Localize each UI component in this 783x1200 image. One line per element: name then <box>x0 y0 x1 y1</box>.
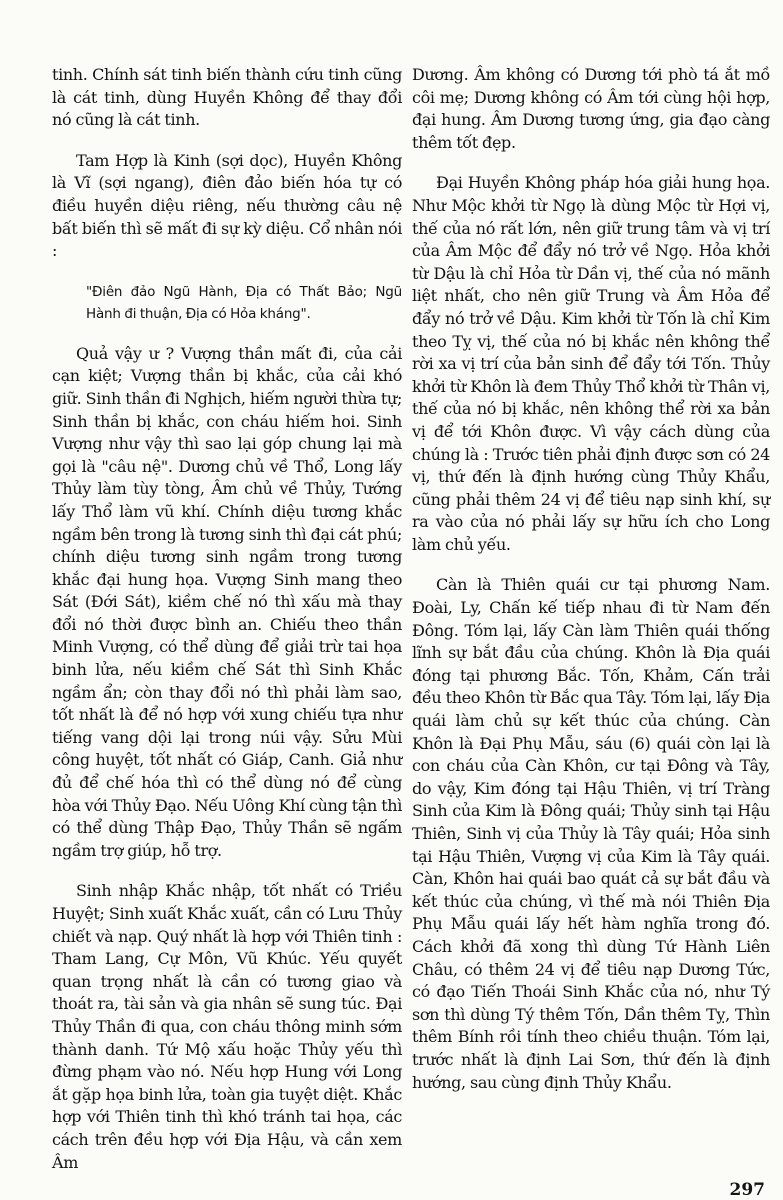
block-quote: "Điên đảo Ngũ Hành, Địa có Thất Bảo; Ngũ Hành đi thuận, Địa có Hỏa kháng". <box>86 283 402 322</box>
paragraph: Sinh nhập Khắc nhập, tốt nhất có Triều Huyệt; Sinh xuất Khắc xuất, cần có Lưu Thủy chiết và nạp. Quý nhất là hợp với Thiên tinh : Tham Lang, Cự Môn, Vũ Khúc. Yếu quyết quan trọng nhất là cần có tương giao và thoát ra, tài sản và gia nhân sẽ sung túc. Đại Thủy Thần đi qua, con cháu thông minh sớm thành danh. Tứ Mộ xấu hoặc Thủy yếu thì đừng phạm vào nó. Nếu hợp Hung với Long ắt gặp họa binh lửa, toàn gia tuyệt diệt. Khắc hợp với Thiên tinh thì khó tránh tai họa, các cách trên đều hợp với Địa Hậu, và cần xem Âm <box>52 881 402 1172</box>
paragraph: Quả vậy ư ? Vượng thần mất đi, của cải cạn kiệt; Vượng thần bị khắc, của cải khó giữ. Sinh thần đi Nghịch, hiếm người thừa tự; Sinh thần bị khắc, con cháu hiếm hoi. Sinh Vượng như vậy thì sao lại góp chung lại mà gọi là "câu nệ". Dương chủ về Thổ, Long lấy Thủy làm tùy tòng, Âm chủ về Thủy, Tướng lấy Thổ làm vũ khí. Chính diệu tương khắc ngầm bên trong là tương sinh thì đại cát phú; chính diệu tương sinh ngầm trong tương khắc đại hung họa. Vượng Sinh mang theo Sát (Đới Sát), kiềm chế nó thì xấu mà thay đổi nó thời được bình an. Chiếu theo thần Minh Vượng, có thể dùng để giải trừ tai họa binh lửa, nếu kiềm chế Sát thì Sinh Khắc ngầm ẩn; còn thay đổi nó thì phải làm sao, tốt nhất là để nó hợp với xung chiếu tựa như tiếng vang dội lại trong núi vậy. Sửu Mùi công huyệt, tốt nhất có Giáp, Canh. Giả như đủ để chế hóa thì có thể dùng nó để cùng hòa với Thủy Đạo. Nếu Uông Khí cùng tận thì có thể dùng Thập Đạo, Thủy Thần sẽ ngấm ngầm trợ giúp, hỗ trợ. <box>52 343 402 860</box>
paragraph: Tam Hợp là Kinh (sợi dọc), Huyền Không là Vĩ (sợi ngang), điên đảo biến hóa tự có điều huyền diệu riêng, nếu thường câu nệ bất biến thì sẽ mất đi sự kỳ diệu. Cổ nhân nói : <box>52 150 402 261</box>
paragraph: Đại Huyền Không pháp hóa giải hung họa. Như Mộc khởi từ Ngọ là dùng Mộc từ Hợi vị, thế của nó rất lớn, nên giữ trung tâm và vị trí của Âm Mộc để đẩy nó trở về Ngọ. Hỏa khởi từ Dậu là chỉ Hỏa từ Dần vị, thế của nó mãnh liệt nhất, cho nên giữ Trung và Âm Hỏa để đẩy nó trở về Dậu. Kim khởi từ Tốn là chỉ Kim theo Tỵ vị, thế của nó bị khắc nên không thể rời xa vị trí của bản sinh để đẩy tới Tốn. Thủy khởi từ Khôn là đem Thủy Thổ khởi từ Thân vị, thế của nó bị khắc, nên không thể rời xa bản vị để tới Khôn được. Vì vậy cách dùng của chúng là : Trước tiên phải định được sơn có 24 vị, thứ đến là định hướng cùng Thủy Khẩu, cũng phải thêm 24 vị để tiêu nạp sinh khí, sự ra vào của nó phải lấy sự hữu ích cho Long làm chủ yếu. <box>412 173 770 554</box>
right-column <box>412 64 770 1112</box>
page-number: 297 <box>729 1180 765 1200</box>
paragraph: Càn là Thiên quái cư tại phương Nam. Đoài, Ly, Chấn kế tiếp nhau đi từ Nam đến Đông. Tóm lại, lấy Càn làm Thiên quái thống lĩnh sự bắt đầu của chúng. Khôn là Địa quái đóng tại phương Bắc. Tốn, Khảm, Cấn trải đều theo Khôn từ Bắc qua Tây. Tóm lại, lấy Địa quái làm chủ sự kết thúc của chúng. Càn Khôn là Đại Phụ Mẫu, sáu (6) quái còn lại là con cháu của Càn Khôn, cư tại Đông và Tây, do vậy, Kim đóng tại Hậu Thiên, vị trí Tràng Sinh của Kim là Đông quái; Thủy sinh tại Hậu Thiên, Sinh vị của Thủy là Tây quái; Hỏa sinh tại Hậu Thiên, Vượng vị của Kim là Tây quái. Càn, Khôn hai quái bao quát cả sự bắt đầu và kết thúc của chúng, vì thế mà nói Thiên Địa Phụ Mẫu quái lấy hết hàm nghĩa trong đó. Cách khởi đã xong thì dùng Tứ Hành Liên Châu, có thêm 24 vị để tiêu nạp Dương Tức, có đạo Tiến Thoái Sinh Khắc của nó, như Tý sơn thì dùng Tý thêm Tốn, Dần thêm Tỵ, Thìn thêm Bính rồi tính theo chiều thuận. Tóm lại, trước nhất là định Lai Sơn, thứ đến là định hướng, sau cùng định Thủy Khẩu. <box>412 575 770 1092</box>
paragraph: Dương. Âm không có Dương tới phò tá ắt mồ côi mẹ; Dương không có Âm tới cùng hội hợp, đại hung. Âm Dương tương ứng, gia đạo càng thêm tốt đẹp. <box>412 65 770 152</box>
paragraph: tinh. Chính sát tinh biến thành cứu tinh cũng là cát tinh, dùng Huyền Không để thay đổi nó cũng là cát tinh. <box>52 65 402 130</box>
left-column <box>52 64 402 1192</box>
